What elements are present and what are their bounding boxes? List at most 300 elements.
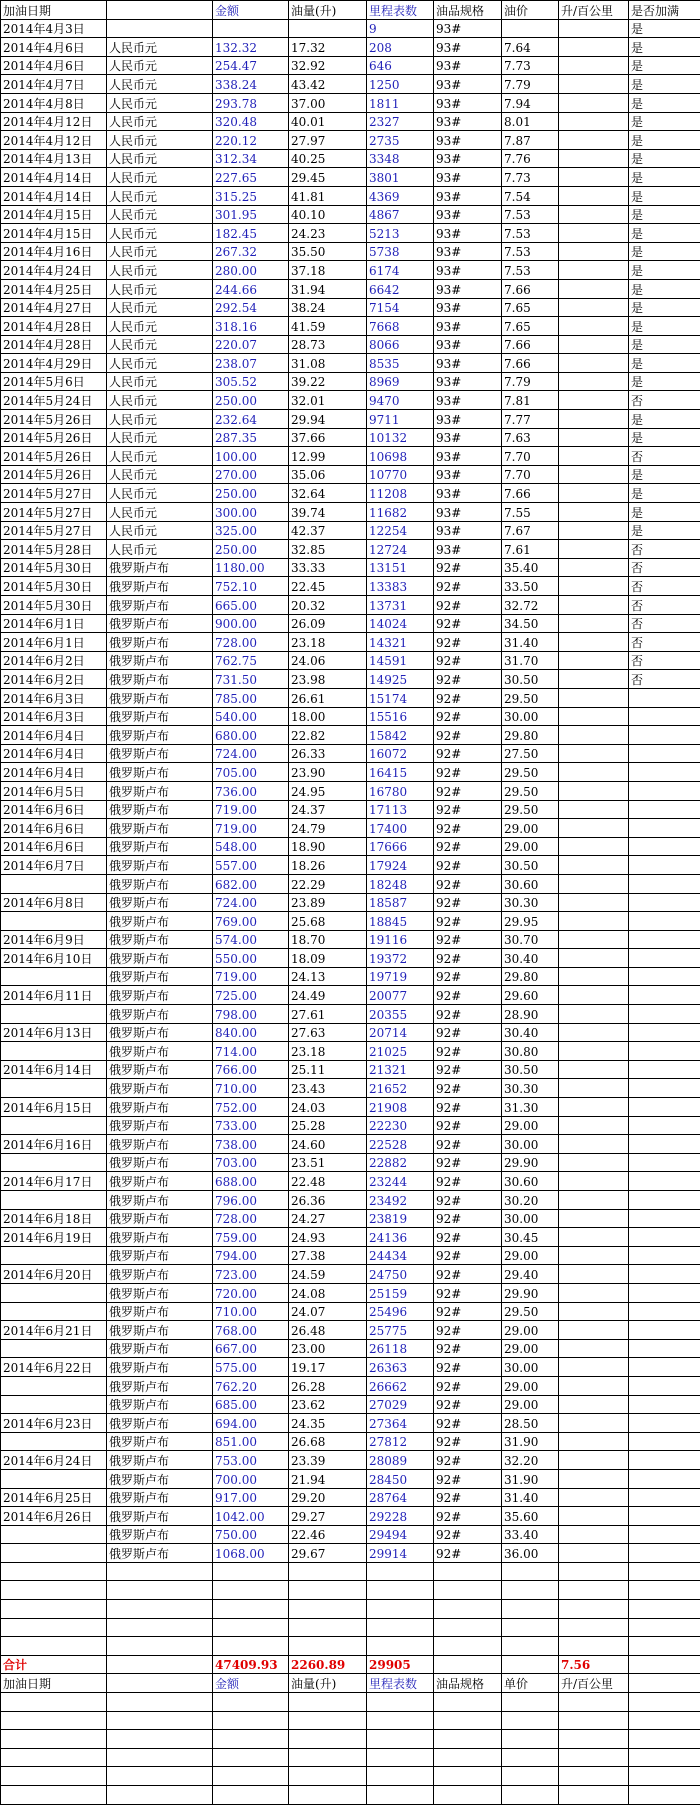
cell-amount[interactable]: 724.00 (213, 744, 289, 763)
cell-currency[interactable] (107, 1655, 213, 1674)
cell-price[interactable]: 7.66 (502, 279, 559, 298)
cell-volume[interactable]: 24.60 (289, 1135, 367, 1154)
cell-full[interactable]: 否 (629, 577, 700, 596)
cell-amount[interactable]: 719.00 (213, 819, 289, 838)
cell-odometer[interactable]: 14024 (367, 614, 434, 633)
cell-date[interactable] (1, 1581, 107, 1600)
cell-full[interactable]: 是 (629, 131, 700, 150)
cell-price[interactable] (502, 1693, 559, 1712)
cell-full[interactable] (629, 1376, 700, 1395)
cell-spec[interactable]: 92# (434, 1265, 502, 1284)
cell-date[interactable]: 2014年4月6日 (1, 38, 107, 57)
cell-date[interactable] (1, 1525, 107, 1544)
cell-full[interactable] (629, 1600, 700, 1619)
cell-full[interactable] (629, 1023, 700, 1042)
cell-odometer[interactable]: 13731 (367, 596, 434, 615)
cell-odometer[interactable]: 6174 (367, 261, 434, 280)
cell-odometer[interactable] (367, 1748, 434, 1767)
cell-price[interactable] (502, 1562, 559, 1581)
cell-amount[interactable]: 733.00 (213, 1116, 289, 1135)
cell-price[interactable]: 7.64 (502, 38, 559, 57)
cell-amount[interactable]: 325.00 (213, 521, 289, 540)
cell-volume[interactable]: 26.68 (289, 1432, 367, 1451)
cell-spec[interactable]: 93# (434, 540, 502, 559)
cell-odometer[interactable]: 1250 (367, 75, 434, 94)
cell-currency[interactable]: 俄罗斯卢布 (107, 986, 213, 1005)
cell-odometer[interactable]: 9711 (367, 410, 434, 429)
cell-odometer[interactable]: 13151 (367, 558, 434, 577)
header-full[interactable]: 是否加满 (629, 1, 700, 20)
cell-consumption[interactable] (559, 967, 629, 986)
cell-full[interactable] (629, 1079, 700, 1098)
cell-full[interactable] (629, 1116, 700, 1135)
cell-volume[interactable]: 27.61 (289, 1005, 367, 1024)
cell-volume[interactable]: 18.90 (289, 837, 367, 856)
cell-currency[interactable]: 俄罗斯卢布 (107, 1525, 213, 1544)
cell-full[interactable] (629, 1246, 700, 1265)
cell-date[interactable]: 2014年4月29日 (1, 354, 107, 373)
cell-amount[interactable] (213, 1600, 289, 1619)
cell-date[interactable]: 2014年6月24日 (1, 1451, 107, 1470)
cell-consumption[interactable] (559, 1172, 629, 1191)
cell-volume[interactable]: 23.89 (289, 893, 367, 912)
cell-date[interactable]: 2014年6月20日 (1, 1265, 107, 1284)
cell-spec[interactable]: 92# (434, 726, 502, 745)
cell-amount[interactable]: 557.00 (213, 856, 289, 875)
cell-currency[interactable]: 俄罗斯卢布 (107, 1469, 213, 1488)
cell-currency[interactable]: 人民币元 (107, 484, 213, 503)
cell-spec[interactable]: 92# (434, 1191, 502, 1210)
cell-volume[interactable]: 35.06 (289, 465, 367, 484)
cell-price[interactable]: 31.40 (502, 1488, 559, 1507)
cell-amount[interactable] (213, 1730, 289, 1749)
cell-price[interactable]: 29.00 (502, 1116, 559, 1135)
cell-consumption[interactable] (559, 1693, 629, 1712)
cell-date[interactable] (1, 1395, 107, 1414)
cell-currency[interactable] (107, 1581, 213, 1600)
cell-spec[interactable]: 93# (434, 205, 502, 224)
cell-full[interactable] (629, 1395, 700, 1414)
cell-full[interactable]: 否 (629, 447, 700, 466)
cell-odometer[interactable] (367, 1786, 434, 1805)
cell-consumption[interactable] (559, 224, 629, 243)
cell-consumption[interactable] (559, 1265, 629, 1284)
cell-odometer[interactable]: 16415 (367, 763, 434, 782)
cell-price[interactable]: 27.50 (502, 744, 559, 763)
cell-currency[interactable]: 人民币元 (107, 410, 213, 429)
cell-price[interactable]: 7.53 (502, 224, 559, 243)
cell-spec[interactable]: 93# (434, 19, 502, 38)
cell-consumption[interactable] (559, 1432, 629, 1451)
cell-amount[interactable]: 254.47 (213, 56, 289, 75)
cell-currency[interactable]: 俄罗斯卢布 (107, 1246, 213, 1265)
cell-currency[interactable]: 俄罗斯卢布 (107, 577, 213, 596)
cell-date[interactable]: 2014年4月16日 (1, 242, 107, 261)
cell-consumption[interactable] (559, 930, 629, 949)
cell-price[interactable]: 30.00 (502, 1209, 559, 1228)
cell-odometer[interactable]: 28450 (367, 1469, 434, 1488)
cell-full[interactable] (629, 930, 700, 949)
cell-currency[interactable]: 俄罗斯卢布 (107, 688, 213, 707)
cell-odometer[interactable]: 12254 (367, 521, 434, 540)
cell-price[interactable] (502, 1600, 559, 1619)
cell-currency[interactable]: 人民币元 (107, 279, 213, 298)
cell-spec[interactable]: 93# (434, 93, 502, 112)
cell-currency[interactable]: 人民币元 (107, 503, 213, 522)
cell-spec[interactable]: 92# (434, 1358, 502, 1377)
cell-consumption[interactable] (559, 1302, 629, 1321)
cell-consumption[interactable] (559, 298, 629, 317)
cell-price[interactable]: 29.00 (502, 1321, 559, 1340)
cell-currency[interactable]: 俄罗斯卢布 (107, 1153, 213, 1172)
cell-spec[interactable]: 92# (434, 1135, 502, 1154)
cell-full[interactable]: 否 (629, 670, 700, 689)
cell-date[interactable]: 2014年6月2日 (1, 651, 107, 670)
header2-volume[interactable]: 油量(升) (289, 1674, 367, 1693)
cell-price[interactable]: 7.63 (502, 428, 559, 447)
header2-odometer[interactable]: 里程表数 (367, 1674, 434, 1693)
cell-date[interactable]: 2014年4月12日 (1, 131, 107, 150)
cell-amount[interactable]: 220.12 (213, 131, 289, 150)
cell-date[interactable] (1, 1618, 107, 1637)
cell-date[interactable] (1, 1544, 107, 1563)
cell-price[interactable]: 29.00 (502, 1395, 559, 1414)
cell-date[interactable]: 2014年6月5日 (1, 781, 107, 800)
cell-currency[interactable]: 俄罗斯卢布 (107, 614, 213, 633)
cell-amount[interactable]: 705.00 (213, 763, 289, 782)
cell-volume[interactable]: 26.28 (289, 1376, 367, 1395)
cell-volume[interactable]: 27.38 (289, 1246, 367, 1265)
cell-amount[interactable]: 1042.00 (213, 1507, 289, 1526)
cell-full[interactable] (629, 1339, 700, 1358)
cell-spec[interactable]: 93# (434, 38, 502, 57)
cell-spec[interactable]: 92# (434, 1246, 502, 1265)
cell-consumption[interactable] (559, 1098, 629, 1117)
cell-amount[interactable]: 710.00 (213, 1302, 289, 1321)
cell-amount[interactable]: 232.64 (213, 410, 289, 429)
cell-currency[interactable]: 俄罗斯卢布 (107, 1451, 213, 1470)
cell-full[interactable]: 否 (629, 540, 700, 559)
cell-date[interactable] (1, 1302, 107, 1321)
cell-spec[interactable]: 93# (434, 56, 502, 75)
cell-odometer[interactable]: 4369 (367, 186, 434, 205)
cell-full[interactable]: 是 (629, 372, 700, 391)
cell-consumption[interactable] (559, 186, 629, 205)
cell-full[interactable] (629, 1302, 700, 1321)
cell-amount[interactable]: 719.00 (213, 967, 289, 986)
cell-consumption[interactable] (559, 1618, 629, 1637)
cell-consumption[interactable] (559, 744, 629, 763)
cell-volume[interactable]: 22.45 (289, 577, 367, 596)
cell-date[interactable]: 2014年6月1日 (1, 633, 107, 652)
cell-currency[interactable]: 俄罗斯卢布 (107, 596, 213, 615)
cell-price[interactable]: 7.66 (502, 484, 559, 503)
cell-amount[interactable]: 667.00 (213, 1339, 289, 1358)
cell-full[interactable] (629, 1581, 700, 1600)
cell-spec[interactable]: 92# (434, 1488, 502, 1507)
cell-amount[interactable]: 736.00 (213, 781, 289, 800)
cell-price[interactable]: 7.53 (502, 242, 559, 261)
cell-amount[interactable]: 315.25 (213, 186, 289, 205)
cell-odometer[interactable]: 13383 (367, 577, 434, 596)
cell-full[interactable]: 是 (629, 261, 700, 280)
cell-amount[interactable]: 1180.00 (213, 558, 289, 577)
cell-consumption[interactable] (559, 949, 629, 968)
cell-amount[interactable]: 719.00 (213, 800, 289, 819)
cell-odometer[interactable]: 9470 (367, 391, 434, 410)
cell-amount[interactable]: 798.00 (213, 1005, 289, 1024)
cell-date[interactable] (1, 1283, 107, 1302)
cell-price[interactable] (502, 1655, 559, 1674)
cell-full[interactable]: 是 (629, 149, 700, 168)
cell-volume[interactable] (289, 1600, 367, 1619)
cell-odometer[interactable]: 20077 (367, 986, 434, 1005)
cell-volume[interactable]: 31.94 (289, 279, 367, 298)
cell-consumption[interactable] (559, 1358, 629, 1377)
cell-full[interactable] (629, 819, 700, 838)
cell-currency[interactable]: 俄罗斯卢布 (107, 707, 213, 726)
cell-spec[interactable]: 93# (434, 521, 502, 540)
cell-price[interactable]: 28.90 (502, 1005, 559, 1024)
cell-amount[interactable]: 312.34 (213, 149, 289, 168)
cell-spec[interactable]: 93# (434, 149, 502, 168)
cell-price[interactable]: 7.65 (502, 317, 559, 336)
cell-amount[interactable]: 320.48 (213, 112, 289, 131)
cell-price[interactable] (502, 1618, 559, 1637)
cell-date[interactable]: 2014年6月3日 (1, 707, 107, 726)
cell-currency[interactable] (107, 1600, 213, 1619)
cell-full[interactable] (629, 1637, 700, 1656)
cell-price[interactable]: 30.20 (502, 1191, 559, 1210)
cell-full[interactable] (629, 1786, 700, 1805)
cell-currency[interactable]: 人民币元 (107, 540, 213, 559)
cell-amount[interactable] (213, 1748, 289, 1767)
cell-currency[interactable] (107, 1730, 213, 1749)
cell-date[interactable]: 2014年4月25日 (1, 279, 107, 298)
cell-date[interactable]: 2014年5月6日 (1, 372, 107, 391)
cell-full[interactable] (629, 707, 700, 726)
cell-odometer[interactable]: 24750 (367, 1265, 434, 1284)
cell-date[interactable] (1, 1748, 107, 1767)
cell-volume[interactable]: 19.17 (289, 1358, 367, 1377)
cell-amount[interactable]: 301.95 (213, 205, 289, 224)
cell-volume[interactable]: 29.27 (289, 1507, 367, 1526)
cell-odometer[interactable]: 26662 (367, 1376, 434, 1395)
cell-volume[interactable]: 18.00 (289, 707, 367, 726)
cell-date[interactable]: 2014年4月13日 (1, 149, 107, 168)
cell-spec[interactable]: 93# (434, 410, 502, 429)
cell-spec[interactable]: 92# (434, 1060, 502, 1079)
cell-consumption[interactable] (559, 1005, 629, 1024)
cell-full[interactable] (629, 1060, 700, 1079)
cell-amount[interactable]: 703.00 (213, 1153, 289, 1172)
cell-date[interactable]: 2014年5月27日 (1, 484, 107, 503)
cell-date[interactable]: 2014年6月18日 (1, 1209, 107, 1228)
cell-spec[interactable]: 93# (434, 428, 502, 447)
cell-spec[interactable] (434, 1711, 502, 1730)
cell-price[interactable]: 30.70 (502, 930, 559, 949)
cell-currency[interactable]: 俄罗斯卢布 (107, 726, 213, 745)
cell-odometer[interactable]: 7154 (367, 298, 434, 317)
cell-price[interactable]: 33.40 (502, 1525, 559, 1544)
cell-odometer[interactable]: 1811 (367, 93, 434, 112)
cell-consumption[interactable] (559, 1562, 629, 1581)
cell-spec[interactable]: 93# (434, 186, 502, 205)
cell-spec[interactable]: 92# (434, 1451, 502, 1470)
cell-odometer[interactable]: 23492 (367, 1191, 434, 1210)
cell-full[interactable] (629, 1172, 700, 1191)
cell-odometer[interactable]: 24434 (367, 1246, 434, 1265)
cell-price[interactable]: 7.79 (502, 372, 559, 391)
cell-date[interactable]: 2014年4月12日 (1, 112, 107, 131)
cell-odometer[interactable]: 8969 (367, 372, 434, 391)
cell-date[interactable] (1, 1600, 107, 1619)
cell-volume[interactable]: 31.08 (289, 354, 367, 373)
cell-full[interactable] (629, 874, 700, 893)
cell-full[interactable] (629, 912, 700, 931)
cell-amount[interactable]: 227.65 (213, 168, 289, 187)
cell-price[interactable] (502, 1748, 559, 1767)
cell-spec[interactable]: 92# (434, 819, 502, 838)
cell-consumption[interactable] (559, 1116, 629, 1135)
cell-odometer[interactable]: 23819 (367, 1209, 434, 1228)
cell-date[interactable]: 2014年4月14日 (1, 186, 107, 205)
cell-date[interactable] (1, 1246, 107, 1265)
cell-currency[interactable]: 俄罗斯卢布 (107, 949, 213, 968)
cell-currency[interactable] (107, 1786, 213, 1805)
cell-full[interactable]: 是 (629, 224, 700, 243)
cell-spec[interactable]: 92# (434, 1153, 502, 1172)
cell-price[interactable]: 30.00 (502, 1135, 559, 1154)
cell-spec[interactable]: 92# (434, 1116, 502, 1135)
cell-price[interactable]: 30.50 (502, 856, 559, 875)
cell-date[interactable]: 2014年6月3日 (1, 688, 107, 707)
cell-odometer[interactable]: 27364 (367, 1414, 434, 1433)
cell-date[interactable]: 2014年6月14日 (1, 1060, 107, 1079)
cell-date[interactable] (1, 1767, 107, 1786)
cell-volume[interactable]: 32.92 (289, 56, 367, 75)
cell-odometer[interactable]: 19719 (367, 967, 434, 986)
cell-currency[interactable] (107, 1748, 213, 1767)
cell-date[interactable]: 2014年4月15日 (1, 205, 107, 224)
cell-full[interactable]: 否 (629, 558, 700, 577)
cell-price[interactable] (502, 19, 559, 38)
cell-full[interactable] (629, 1005, 700, 1024)
cell-currency[interactable]: 人民币元 (107, 149, 213, 168)
cell-full[interactable] (629, 1711, 700, 1730)
cell-full[interactable]: 是 (629, 484, 700, 503)
cell-full[interactable]: 是 (629, 112, 700, 131)
cell-price[interactable]: 30.45 (502, 1228, 559, 1247)
cell-volume[interactable]: 28.73 (289, 335, 367, 354)
cell-volume[interactable] (289, 1767, 367, 1786)
cell-date[interactable]: 2014年6月6日 (1, 819, 107, 838)
cell-volume[interactable]: 12.99 (289, 447, 367, 466)
cell-consumption[interactable] (559, 986, 629, 1005)
cell-currency[interactable]: 人民币元 (107, 298, 213, 317)
cell-currency[interactable]: 人民币元 (107, 38, 213, 57)
cell-spec[interactable] (434, 1786, 502, 1805)
cell-spec[interactable]: 92# (434, 837, 502, 856)
cell-price[interactable]: 36.00 (502, 1544, 559, 1563)
cell-currency[interactable]: 俄罗斯卢布 (107, 819, 213, 838)
cell-consumption[interactable] (559, 1469, 629, 1488)
cell-volume[interactable]: 32.64 (289, 484, 367, 503)
cell-full[interactable]: 是 (629, 56, 700, 75)
cell-amount[interactable]: 305.52 (213, 372, 289, 391)
cell-amount[interactable]: 682.00 (213, 874, 289, 893)
cell-consumption[interactable] (559, 1060, 629, 1079)
cell-currency[interactable]: 人民币元 (107, 242, 213, 261)
cell-currency[interactable]: 俄罗斯卢布 (107, 1339, 213, 1358)
cell-price[interactable]: 29.80 (502, 726, 559, 745)
cell-price[interactable]: 30.30 (502, 1079, 559, 1098)
cell-consumption[interactable] (559, 800, 629, 819)
cell-date[interactable] (1, 1637, 107, 1656)
cell-currency[interactable]: 人民币元 (107, 335, 213, 354)
cell-amount[interactable]: 694.00 (213, 1414, 289, 1433)
cell-spec[interactable]: 92# (434, 633, 502, 652)
cell-currency[interactable]: 俄罗斯卢布 (107, 1265, 213, 1284)
cell-currency[interactable]: 俄罗斯卢布 (107, 837, 213, 856)
cell-spec[interactable]: 93# (434, 391, 502, 410)
cell-currency[interactable]: 人民币元 (107, 261, 213, 280)
cell-volume[interactable]: 24.79 (289, 819, 367, 838)
cell-odometer[interactable]: 24136 (367, 1228, 434, 1247)
cell-odometer[interactable]: 10132 (367, 428, 434, 447)
cell-price[interactable]: 29.00 (502, 837, 559, 856)
cell-consumption[interactable] (559, 93, 629, 112)
cell-volume[interactable]: 26.09 (289, 614, 367, 633)
cell-price[interactable]: 7.66 (502, 335, 559, 354)
cell-consumption[interactable] (559, 1525, 629, 1544)
cell-price[interactable]: 7.73 (502, 168, 559, 187)
cell-amount[interactable]: 665.00 (213, 596, 289, 615)
cell-currency[interactable] (107, 1637, 213, 1656)
cell-amount[interactable]: 753.00 (213, 1451, 289, 1470)
cell-spec[interactable]: 92# (434, 1209, 502, 1228)
cell-odometer[interactable]: 4867 (367, 205, 434, 224)
cell-consumption[interactable] (559, 205, 629, 224)
cell-volume[interactable]: 37.18 (289, 261, 367, 280)
cell-full[interactable] (629, 688, 700, 707)
cell-currency[interactable]: 俄罗斯卢布 (107, 763, 213, 782)
cell-consumption[interactable] (559, 1376, 629, 1395)
cell-consumption[interactable] (559, 874, 629, 893)
cell-volume[interactable]: 24.07 (289, 1302, 367, 1321)
cell-volume[interactable]: 38.24 (289, 298, 367, 317)
cell-amount[interactable]: 132.32 (213, 38, 289, 57)
cell-amount[interactable]: 762.75 (213, 651, 289, 670)
cell-spec[interactable]: 93# (434, 354, 502, 373)
cell-full[interactable] (629, 1135, 700, 1154)
cell-date[interactable] (1, 1562, 107, 1581)
cell-volume[interactable]: 37.00 (289, 93, 367, 112)
cell-currency[interactable]: 俄罗斯卢布 (107, 874, 213, 893)
cell-spec[interactable] (434, 1581, 502, 1600)
cell-full[interactable] (629, 1730, 700, 1749)
cell-volume[interactable]: 24.27 (289, 1209, 367, 1228)
cell-currency[interactable]: 人民币元 (107, 112, 213, 131)
cell-price[interactable]: 29.00 (502, 1376, 559, 1395)
cell-date[interactable]: 2014年6月22日 (1, 1358, 107, 1377)
cell-consumption[interactable] (559, 1786, 629, 1805)
cell-currency[interactable]: 俄罗斯卢布 (107, 744, 213, 763)
cell-date[interactable]: 2014年4月28日 (1, 335, 107, 354)
cell-date[interactable] (1, 1191, 107, 1210)
cell-date[interactable]: 2014年5月26日 (1, 447, 107, 466)
cell-currency[interactable]: 人民币元 (107, 75, 213, 94)
